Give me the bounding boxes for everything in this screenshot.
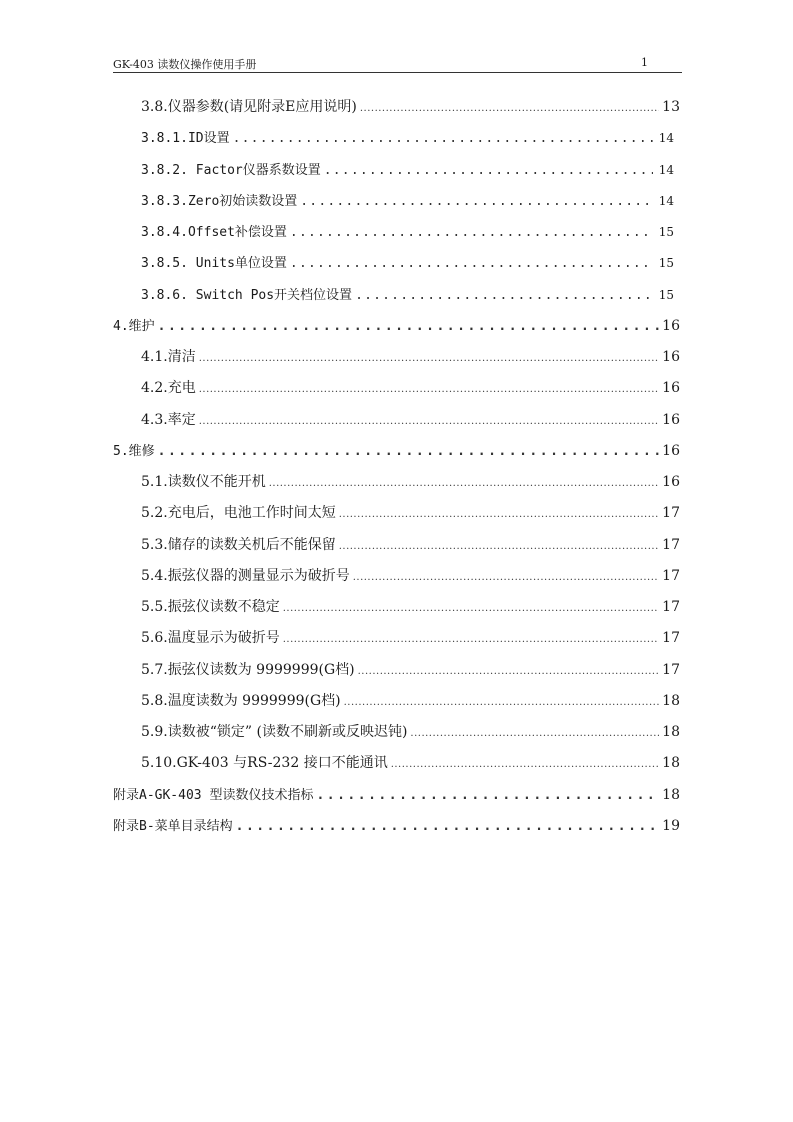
toc-entry-label: 4.维护 [113,318,155,334]
toc-entry[interactable] [113,251,674,282]
dot-leader [158,315,659,339]
toc-entry[interactable] [113,783,680,814]
table-of-contents [113,95,680,845]
toc-entry-label: 5.4.振弦仪器的测量显示为破折号 [141,567,350,584]
toc-entry[interactable] [113,501,680,532]
toc-entry-label: 5.3.储存的读数关机后不能保留 [141,536,336,553]
toc-entry[interactable] [113,564,680,595]
toc-entry-label: 5.2.充电后，电池工作时间太短 [141,505,336,522]
toc-entry-page: 18 [662,786,680,803]
toc-entry-label: 5.8.温度读数为 9999999(G档) [141,692,341,709]
dot-leader [324,159,653,183]
dot-leader [391,753,659,777]
toc-entry-page: 13 [662,99,680,115]
dot-leader [233,127,653,151]
dot-leader [344,691,659,715]
toc-entry-label: 5.9.读数被“锁定” (读数不刷新或反映迟钝) [141,724,408,740]
dot-leader [283,628,659,652]
dot-leader [290,221,653,245]
toc-entry-label: 4.3.率定 [141,411,196,428]
toc-entry[interactable] [113,658,680,689]
toc-entry-page: 14 [658,162,674,177]
toc-entry-label: 3.8.4.Offset补偿设置 [141,225,287,240]
toc-entry-page: 16 [662,442,680,459]
toc-entry[interactable] [113,470,680,501]
toc-entry-page: 18 [662,755,680,772]
toc-entry-page: 15 [658,256,674,271]
toc-entry-label: 附录A-GK-403 型读数仪技术指标 [113,787,314,803]
dot-leader [236,815,659,839]
toc-entry[interactable] [113,533,680,564]
toc-entry-page: 15 [658,225,674,239]
manual-title: GK-403 读数仪操作使用手册 [113,58,257,71]
dot-leader [199,347,659,371]
toc-entry-label: 3.8.6. Switch Pos开关档位设置 [141,287,353,303]
dot-leader [360,97,659,121]
toc-entry[interactable] [113,689,680,720]
toc-entry-label: 5.10.GK-403 与RS-232 接口不能通讯 [141,755,388,772]
dot-leader [339,535,659,559]
toc-entry-label: 3.8.仪器参数(请见附录E应用说明) [141,99,357,115]
toc-entry-page: 16 [662,380,680,397]
dot-leader [269,472,659,496]
dot-leader [199,378,659,402]
toc-entry[interactable] [113,158,674,189]
toc-entry[interactable] [113,126,674,157]
dot-leader [410,722,659,746]
toc-entry-page: 17 [662,661,680,678]
toc-entry-page: 17 [662,599,680,615]
dot-leader [300,190,653,214]
toc-entry-page: 18 [662,724,680,740]
toc-entry[interactable] [113,439,680,470]
toc-entry-page: 14 [658,193,674,208]
toc-entry-page: 14 [658,131,674,146]
toc-entry-page: 17 [662,505,680,522]
dot-leader [339,503,659,527]
toc-entry-page: 17 [662,536,680,553]
toc-entry[interactable] [113,345,680,376]
toc-entry[interactable] [113,376,680,407]
toc-entry-label: 3.8.2. Factor仪器系数设置 [141,162,321,178]
toc-entry-page: 17 [662,567,680,584]
toc-entry[interactable] [113,408,680,439]
toc-entry-page: 16 [662,349,680,365]
dot-leader [290,252,653,276]
dot-leader [355,284,653,308]
toc-entry-label: 5.5.振弦仪读数不稳定 [141,599,280,615]
toc-entry[interactable] [113,95,680,126]
toc-entry-label: 5.6.温度显示为破折号 [141,630,280,647]
toc-entry[interactable] [113,220,674,251]
toc-entry-page: 19 [662,817,680,834]
dot-leader [158,440,659,464]
page-header [113,56,682,73]
dot-leader [316,784,659,808]
toc-entry-label: 3.8.5. Units单位设置 [141,256,287,272]
toc-entry-label: 3.8.3.Zero初始读数设置 [141,193,298,209]
toc-entry[interactable] [113,751,680,782]
toc-entry-page: 16 [662,474,680,490]
toc-entry-label: 5.1.读数仪不能开机 [141,474,266,490]
dot-leader [358,660,659,684]
toc-entry-page: 16 [662,317,680,334]
toc-entry[interactable] [113,720,680,751]
dot-leader [199,410,659,434]
toc-entry[interactable] [113,814,680,845]
toc-entry[interactable] [113,189,674,220]
toc-entry[interactable] [113,283,674,314]
toc-entry-label: 3.8.1.ID设置 [141,131,230,147]
toc-entry-label: 4.1.清洁 [141,349,196,365]
header-page-number: 1 [641,56,648,69]
toc-entry-label: 5.7.振弦仪读数为 9999999(G档) [141,661,355,678]
toc-entry-page: 15 [658,287,674,302]
toc-entry-page: 18 [662,692,680,709]
toc-entry-label: 附录B-菜单目录结构 [113,818,233,834]
toc-entry-label: 4.2.充电 [141,380,196,397]
dot-leader [283,597,659,621]
toc-entry-page: 17 [662,630,680,647]
toc-entry[interactable] [113,626,680,657]
dot-leader [353,566,659,590]
toc-entry[interactable] [113,314,680,345]
toc-entry-page: 16 [662,411,680,428]
toc-entry[interactable] [113,595,680,626]
toc-entry-label: 5.维修 [113,443,155,459]
